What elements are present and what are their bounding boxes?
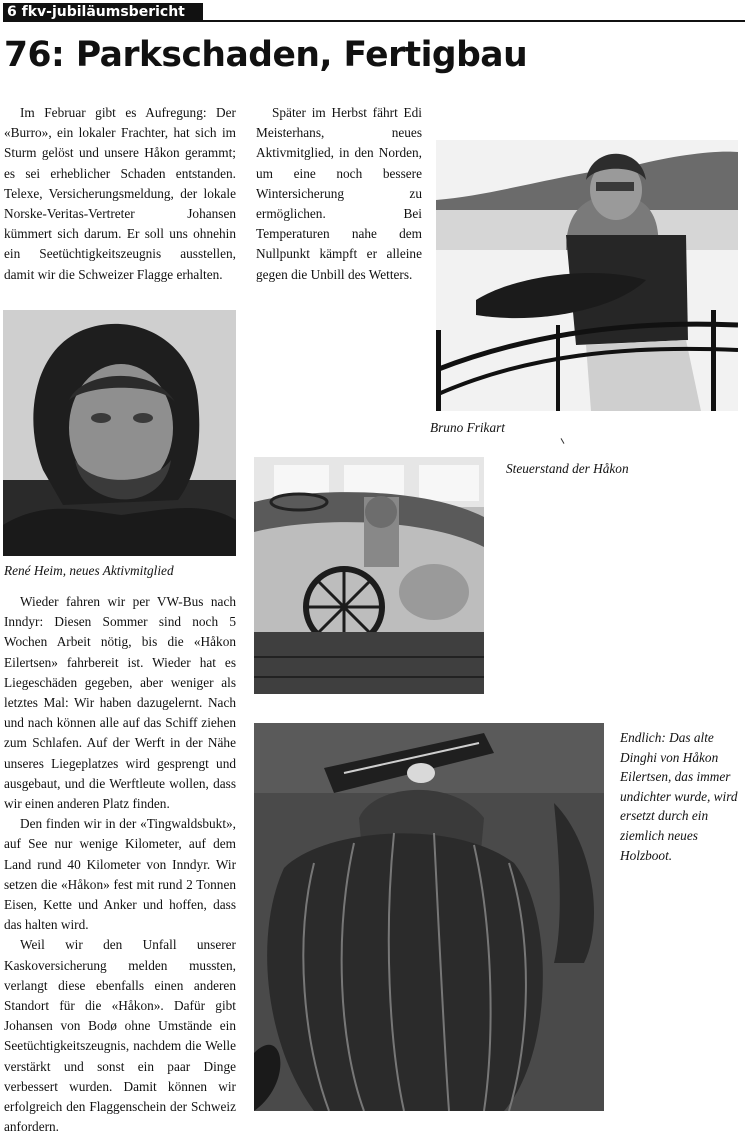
photo-steuerstand (254, 457, 484, 694)
caption-steuerstand: Steuerstand der Håkon (506, 461, 629, 476)
text-column-2 (256, 103, 422, 285)
paragraph: Weil wir den Unfall unserer Kaskoversicherung melden mussten, verlangt diese ebenfalls einen anderen Standort für die «Håkon». Dafür gibt Johansen von Bodø ohne Umstände ein Seetüchtigkeitszeugnis, nachdem die Welle verstärkt und sonst ein paar Dinge verbessert wurden. Damit können wir erfolgreich den Flaggenschein der Schweiz anfordern. (4, 937, 236, 1135)
paragraph: Später im Herbst fährt Edi Meisterhans, neues Aktivmitglied, in den Norden, um eine noch bessere Wintersicherung zu ermöglichen. Bei Temperaturen nahe dem Nullpunkt kämpft er alleine gegen die Unbill des Wetters. (256, 105, 422, 282)
paragraph: Wieder fahren wir per VW-Bus nach Inndyr: Diesen Sommer sind noch 5 Wochen Arbeit nötig, bis die «Håkon Eilertsen» fahrbereit ist. Wieder hat es Liegeschäden gegeben, aber weniger als letztes Mal: Wir haben dazugelernt. Nach und nach können alle auf das Schiff ziehen zum Schlafen. Auf der Werft in der Nähe unseres Liegeplatzes wird gesprengt und ausgebaut, und die Werftleute wollen, dass wir einen anderen Platz finden. (4, 594, 236, 812)
section-label: 6 fkv-jubiläumsbericht (7, 4, 185, 20)
caption-holzboot: Endlich: Das alte Dinghi von Håkon Eilertsen, das immer undichter wurde, wird ersetzt durch ein ziemlich neues Holzboot. (620, 730, 738, 863)
caption-bruno: Bruno Frikart (430, 420, 505, 435)
photo-holzboot (254, 723, 604, 1111)
text-column-3 (4, 592, 236, 1137)
paragraph: Den finden wir in der «Tingwaldsbukt», auf See nur wenige Kilometer, auf dem Land rund 40 Kilometer von Inndyr. Wir setzen die «Håkon» fest mit rund 2 Tonnen Eisen, Kette und Anker und hoffen, dass das halten wird. (4, 816, 236, 933)
paragraph: Im Februar gibt es Aufregung: Der «Burro», ein lokaler Frachter, hat sich im Sturm gelöst und unsere Håkon gerammt; es sei erheblicher Schaden entstanden. Telexe, Versicherungsmeldung, der lokale Norske-Veritas-Vertreter Johansen kümmert sich darum. Er soll uns ohnehin ein Seetüchtigkeitszeugnis ausstellen, damit wir die Schweizer Flagge erhalten. (4, 105, 236, 282)
stray-mark (561, 438, 565, 444)
text-column-1 (4, 103, 236, 285)
portrait-photo-rene (3, 310, 236, 556)
header-rule (203, 20, 745, 22)
caption-rene: René Heim, neues Aktivmitglied (4, 563, 174, 578)
article-title: 76: Parkschaden, Fertigbau (4, 35, 528, 75)
photo-bruno-with-fish (436, 140, 738, 411)
